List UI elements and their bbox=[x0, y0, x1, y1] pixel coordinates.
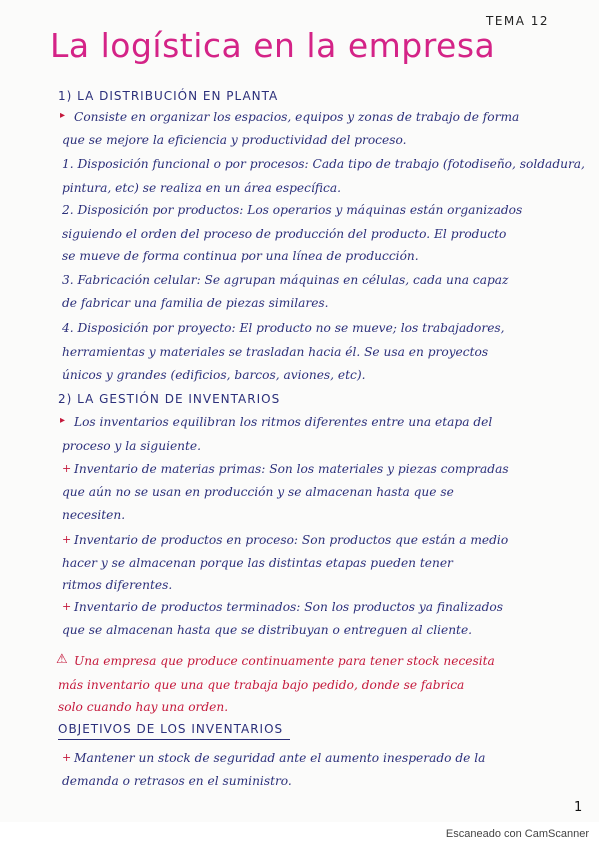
s2-intro-line-1: Los inventarios equilibran los ritmos diferentes entre una etapa del bbox=[74, 415, 493, 429]
s2-item-1-line-3: necesiten. bbox=[62, 508, 126, 522]
s1-intro-line-2: que se mejore la eficiencia y productividad del proceso. bbox=[62, 133, 407, 147]
s1-item-3-line-2: de fabricar una familia de piezas similares. bbox=[62, 296, 329, 310]
s1-item-1-line-1: 1. Disposición funcional o por procesos: Cada tipo de trabajo (fotodiseño, soldadura, bbox=[62, 157, 585, 171]
s1-intro-line-1: Consiste en organizar los espacios, equipos y zonas de trabajo de forma bbox=[74, 110, 520, 124]
section-1-heading: 1) LA DISTRIBUCIÓN EN PLANTA bbox=[58, 89, 279, 103]
warning-line-2: más inventario que una que trabaja bajo pedido, donde se fabrica bbox=[58, 678, 465, 692]
s2-item-3-line-1: Inventario de productos terminados: Son los productos ya finalizados bbox=[74, 600, 504, 614]
s2-intro-line-2: proceso y la siguiente. bbox=[62, 439, 202, 453]
page-number: 1 bbox=[574, 800, 583, 815]
bullet-plus-icon: + bbox=[62, 462, 72, 475]
warning-line-1: Una empresa que produce continuamente para tener stock necesita bbox=[74, 654, 495, 668]
s2-item-1-line-1: Inventario de materias primas: Son los materiales y piezas compradas bbox=[74, 462, 509, 476]
s1-item-2-line-3: se mueve de forma continua por una línea de producción. bbox=[62, 249, 419, 263]
s1-item-4-line-3: únicos y grandes (edificios, barcos, aviones, etc). bbox=[62, 368, 366, 382]
bullet-red-icon: ▸ bbox=[60, 415, 66, 426]
s3-item-1-line-2: demanda o retrasos en el suministro. bbox=[62, 774, 292, 788]
scanner-watermark: Escaneado con CamScanner bbox=[445, 828, 589, 840]
s2-item-3-line-2: que se almacenan hasta que se distribuyan o entreguen al cliente. bbox=[62, 623, 473, 637]
topic-label: TEMA 12 bbox=[486, 14, 550, 28]
warning-icon: ⚠ bbox=[56, 652, 68, 667]
s2-item-1-line-2: que aún no se usan en producción y se almacenan hasta que se bbox=[62, 485, 454, 499]
s1-item-2-line-1: 2. Disposición por productos: Los operarios y máquinas están organizados bbox=[62, 203, 523, 217]
bullet-plus-icon: + bbox=[62, 600, 72, 613]
s2-item-2-line-2: hacer y se almacenan porque las distintas etapas pueden tener bbox=[62, 556, 453, 570]
page-title: La logística en la empresa bbox=[50, 26, 496, 65]
s1-item-2-line-2: siguiendo el orden del proceso de producción del producto. El producto bbox=[62, 227, 507, 241]
s1-item-3-line-1: 3. Fabricación celular: Se agrupan máquinas en células, cada una capaz bbox=[62, 273, 509, 287]
heading-underline bbox=[58, 739, 290, 740]
warning-line-3: solo cuando hay una orden. bbox=[58, 700, 229, 714]
bullet-plus-icon: + bbox=[62, 751, 72, 764]
scanner-footer bbox=[0, 822, 599, 848]
s2-item-2-line-1: Inventario de productos en proceso: Son productos que están a medio bbox=[74, 533, 509, 547]
s1-item-1-line-2: pintura, etc) se realiza en un área específica. bbox=[62, 181, 341, 195]
s1-item-4-line-2: herramientas y materiales se trasladan hacia él. Se usa en proyectos bbox=[62, 345, 489, 359]
bullet-plus-icon: + bbox=[62, 533, 72, 546]
s3-item-1-line-1: Mantener un stock de seguridad ante el aumento inesperado de la bbox=[74, 751, 486, 765]
s2-item-2-line-3: ritmos diferentes. bbox=[62, 578, 173, 592]
section-3-heading: OBJETIVOS DE LOS INVENTARIOS bbox=[58, 722, 284, 736]
bullet-red-icon: ▸ bbox=[60, 110, 66, 121]
s1-item-4-line-1: 4. Disposición por proyecto: El producto no se mueve; los trabajadores, bbox=[62, 321, 505, 335]
section-2-heading: 2) LA GESTIÓN DE INVENTARIOS bbox=[58, 392, 281, 406]
